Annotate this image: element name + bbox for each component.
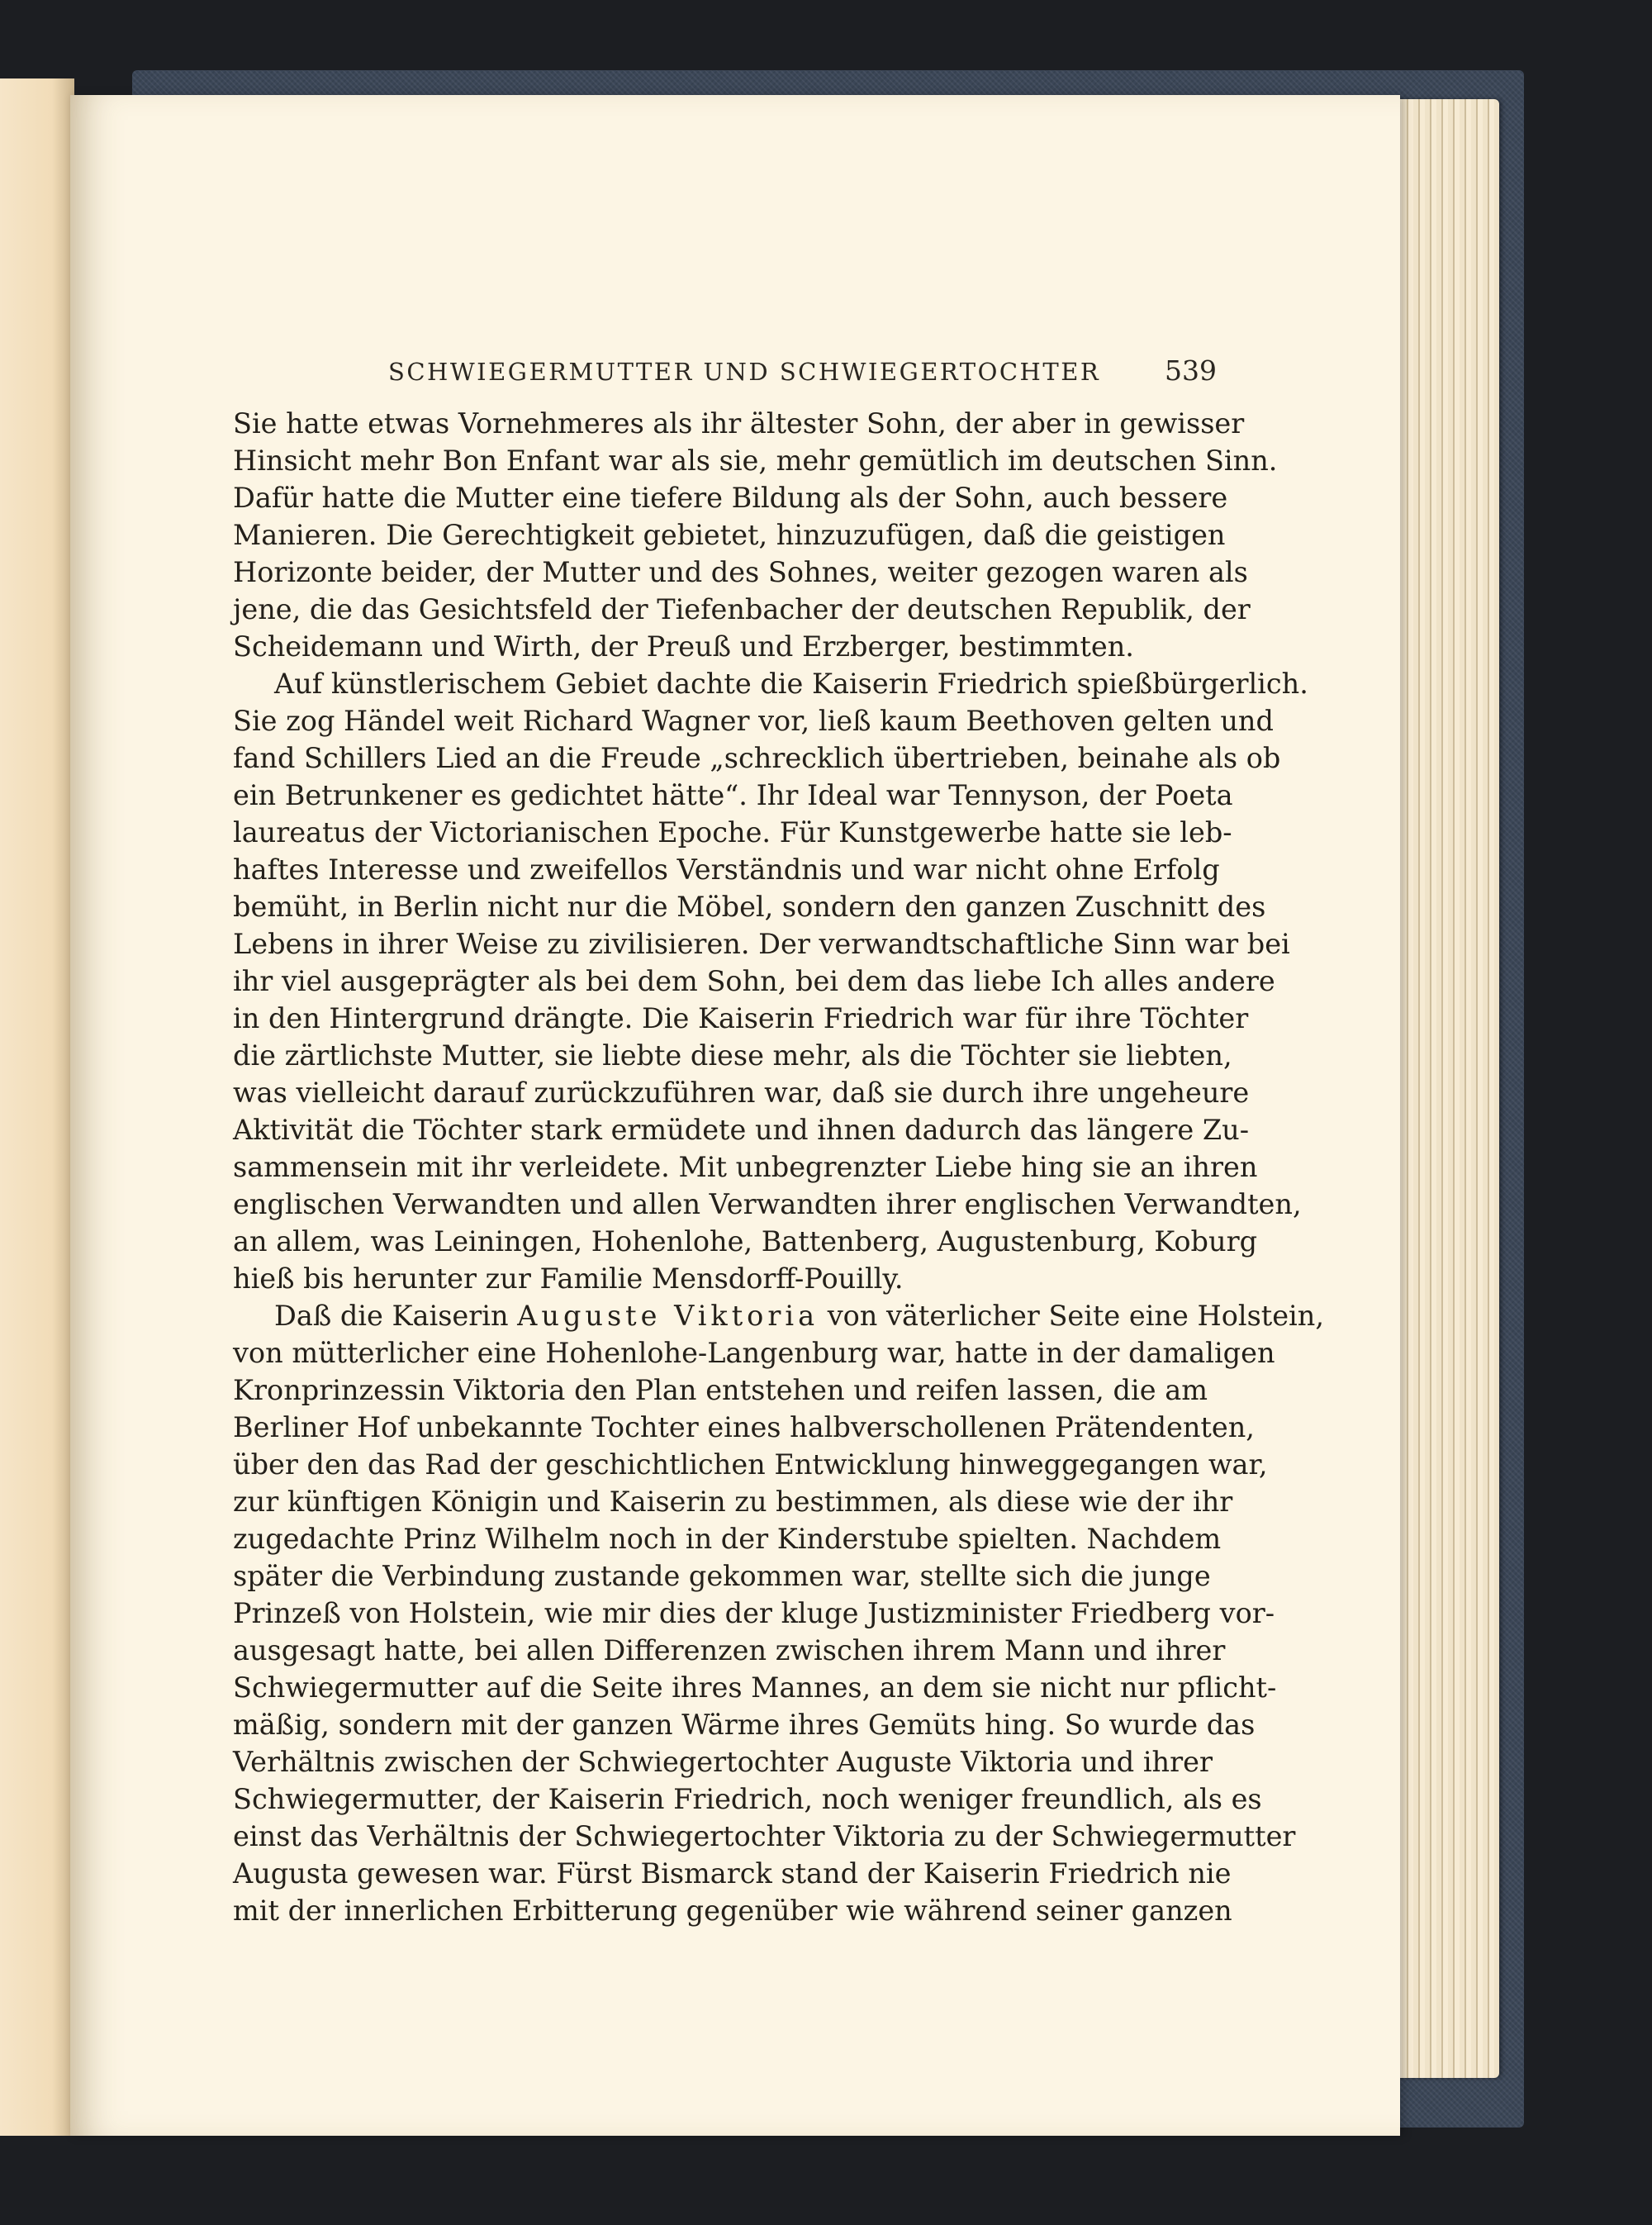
text-line: mäßig, sondern mit der ganzen Wärme ihres Gemüts hing. So wurde das (233, 1709, 1256, 1741)
text-line: zugedachte Prinz Wilhelm noch in der Kinderstube spielten. Nachdem (233, 1523, 1222, 1555)
text-line: Daß die Kaiserin Auguste Viktoria von väterlicher Seite eine Holstein, (274, 1300, 1324, 1332)
text-line: Scheidemann und Wirth, der Preuß und Erzberger, bestimmten. (233, 630, 1134, 663)
text-line: Augusta gewesen war. Fürst Bismarck stand der Kaiserin Friedrich nie (233, 1857, 1232, 1890)
text-line: jene, die das Gesichtsfeld der Tiefenbacher der deutschen Republik, der (233, 593, 1251, 625)
text-line: an allem, was Leiningen, Hohenlohe, Battenberg, Augustenburg, Koburg (233, 1225, 1258, 1258)
text-line: Kronprinzessin Viktoria den Plan entstehen und reifen lassen, die am (233, 1374, 1208, 1406)
text-line: bemüht, in Berlin nicht nur die Möbel, sondern den ganzen Zuschnitt des (233, 891, 1266, 923)
text-line: englischen Verwandten und allen Verwandten ihrer englischen Verwandten, (233, 1188, 1302, 1220)
facing-page-edge (0, 78, 74, 2136)
body-text (233, 405, 1324, 1929)
text-line: Horizonte beider, der Mutter und des Sohnes, weiter gezogen waren als (233, 556, 1248, 588)
book-page (70, 95, 1400, 2136)
text-line: Sie zog Händel weit Richard Wagner vor, ließ kaum Beethoven gelten und (233, 705, 1274, 737)
spaced-name: Auguste Viktoria (517, 1300, 819, 1332)
text-line: von mütterlicher eine Hohenlohe-Langenburg war, hatte in der damaligen (233, 1337, 1275, 1369)
text-line: in den Hintergrund drängte. Die Kaiserin Friedrich war für ihre Töchter (233, 1002, 1249, 1034)
text-line: Sie hatte etwas Vornehmeres als ihr ältester Sohn, der aber in gewisser (233, 407, 1245, 440)
text-line: Hinsicht mehr Bon Enfant war als sie, mehr gemütlich im deutschen Sinn. (233, 445, 1278, 477)
text-line: Schwiegermutter, der Kaiserin Friedrich, noch weniger freundlich, als es (233, 1783, 1262, 1815)
text-line: sammensein mit ihr verleidete. Mit unbegrenzter Liebe hing sie an ihren (233, 1151, 1258, 1183)
text-line: Lebens in ihrer Weise zu zivilisieren. Der verwandtschaftliche Sinn war bei (233, 928, 1290, 960)
text-line: Dafür hatte die Mutter eine tiefere Bildung als der Sohn, auch bessere (233, 482, 1228, 514)
text-line: die zärtlichste Mutter, sie liebte diese mehr, als die Töchter sie liebten, (233, 1039, 1232, 1072)
text-line: Berliner Hof unbekannte Tochter eines halbverschollenen Prätendenten, (233, 1411, 1255, 1443)
text-line: Prinzeß von Holstein, wie mir dies der kluge Justizminister Friedberg vor- (233, 1597, 1275, 1629)
text-line: zur künftigen Königin und Kaiserin zu bestimmen, als diese wie der ihr (233, 1486, 1233, 1518)
text-line: Aktivität die Töchter stark ermüdete und ihnen dadurch das längere Zu- (233, 1114, 1250, 1146)
text-line: fand Schillers Lied an die Freude „schrecklich übertrieben, beinahe als ob (233, 742, 1281, 774)
text-line: Manieren. Die Gerechtigkeit gebietet, hinzuzufügen, daß die geistigen (233, 519, 1226, 551)
text-line: Schwiegermutter auf die Seite ihres Mannes, an dem sie nicht nur pflicht- (233, 1671, 1277, 1704)
text-line: hieß bis herunter zur Familie Mensdorff-Pouilly. (233, 1262, 904, 1295)
text-line: mit der innerlichen Erbitterung gegenüber wie während seiner ganzen (233, 1895, 1232, 1927)
running-head: SCHWIEGERMUTTER UND SCHWIEGERTOCHTER (388, 358, 1101, 386)
text-line: was vielleicht darauf zurückzuführen war, daß sie durch ihre ungeheure (233, 1077, 1250, 1109)
text-line: Auf künstlerischem Gebiet dachte die Kaiserin Friedrich spießbürgerlich. (274, 668, 1308, 700)
text-line: ihr viel ausgeprägter als bei dem Sohn, bei dem das liebe Ich alles andere (233, 965, 1275, 997)
text-line: Verhältnis zwischen der Schwiegertochter Auguste Viktoria und ihrer (233, 1746, 1213, 1778)
text-line: über den das Rad der geschichtlichen Entwicklung hinweggegangen war, (233, 1448, 1268, 1481)
text-line: einst das Verhältnis der Schwiegertochter Viktoria zu der Schwiegermutter (233, 1820, 1296, 1852)
text-line: ausgesagt hatte, bei allen Differenzen zwischen ihrem Mann und ihrer (233, 1634, 1226, 1666)
text-line: später die Verbindung zustande gekommen war, stellte sich die junge (233, 1560, 1211, 1592)
page-number: 539 (1165, 354, 1217, 387)
text-line: haftes Interesse und zweifellos Verständnis und war nicht ohne Erfolg (233, 853, 1220, 886)
text-line: ein Betrunkener es gedichtet hätte“. Ihr Ideal war Tennyson, der Poeta (233, 779, 1233, 811)
text-line: laureatus der Victorianischen Epoche. Für Kunstgewerbe hatte sie leb- (233, 816, 1232, 849)
